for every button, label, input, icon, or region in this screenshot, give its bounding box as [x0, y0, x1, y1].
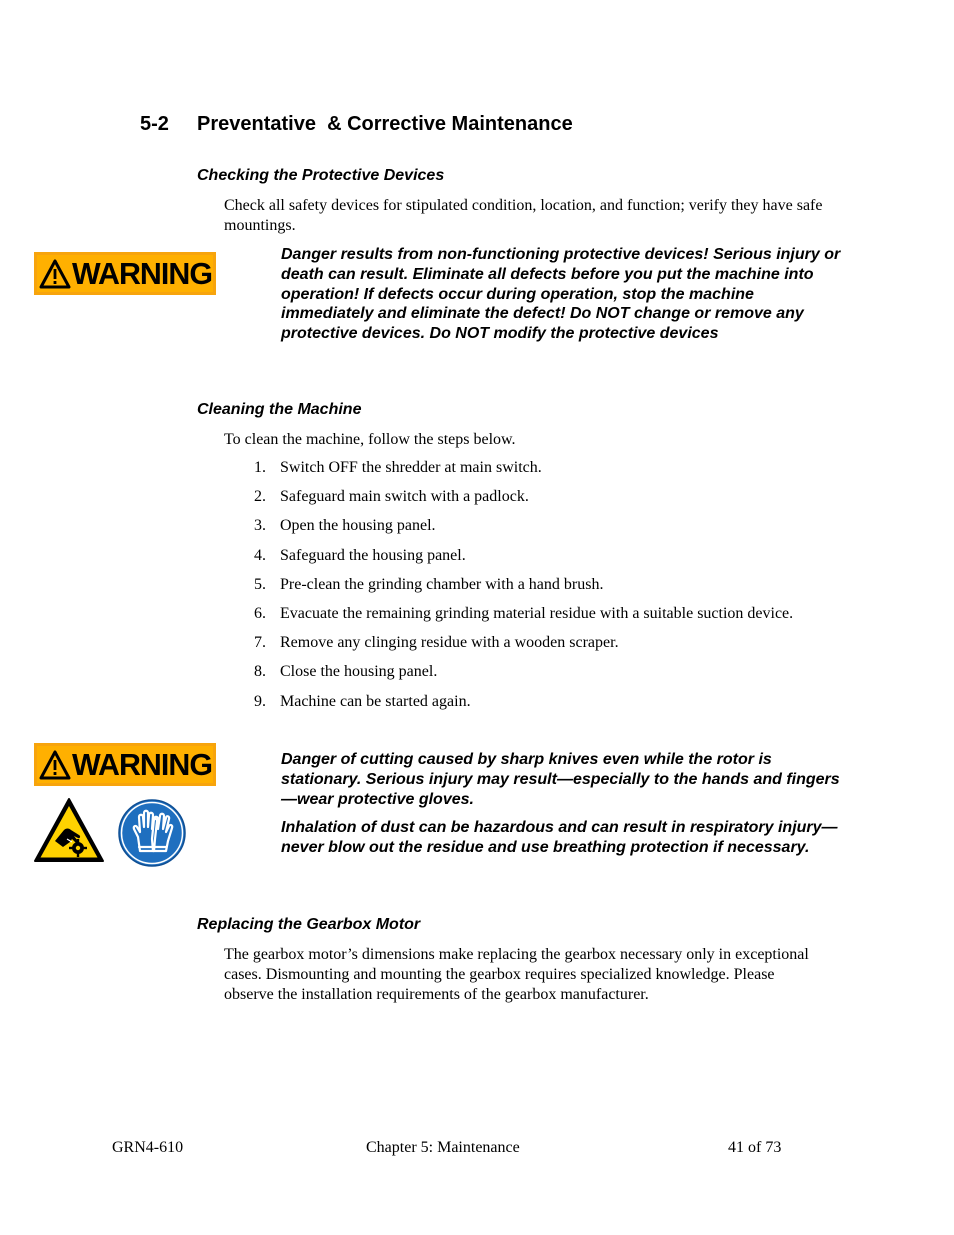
step-text: Switch OFF the shredder at main switch.	[280, 459, 542, 476]
gearbox-body: The gearbox motor’s dimensions make replacing the gearbox necessary only in exceptional cases. Dismounting and mounting the gearbox requires specialized knowledge. Please observe the installation requirements of the gearbox manufacturer.	[224, 946, 809, 1003]
footer-page-number: 41 of 73	[728, 1139, 782, 1156]
gearbox-heading: Replacing the Gearbox Motor	[197, 916, 421, 933]
checking-heading: Checking the Protective Devices	[197, 167, 445, 184]
step-text: Safeguard main switch with a padlock.	[280, 488, 529, 506]
step-text: Evacuate the remaining grinding material residue with a suitable suction device.	[280, 604, 794, 622]
hand-cut-hazard-icon	[33, 797, 105, 863]
cleaning-intro: To clean the machine, follow the steps below.	[224, 431, 516, 448]
warning-label: WARNING	[72, 747, 212, 782]
step-number: 2.	[254, 488, 266, 506]
step-number: 9.	[254, 692, 266, 710]
step-text: Safeguard the housing panel.	[280, 546, 466, 564]
step-number: 8.	[254, 663, 266, 681]
step-number: 6.	[254, 604, 266, 622]
warning-sign-1	[34, 252, 216, 295]
step-text: Remove any clinging residue with a wooden scraper.	[280, 634, 619, 652]
list-item	[224, 692, 844, 721]
checking-body: Check all safety devices for stipulated condition, location, and function; verify they have safe mountings.	[224, 197, 823, 234]
step-number: 1.	[254, 459, 266, 476]
step-text: Close the housing panel.	[280, 663, 438, 681]
list-item	[224, 546, 844, 575]
list-item	[224, 487, 844, 516]
cleaning-warning-text-1: Danger of cutting caused by sharp knives even while the rotor is stationary. Serious injury may result—especially to the hands and fingers—wear protective gloves.	[281, 751, 840, 808]
section-heading	[140, 113, 573, 136]
list-item	[224, 516, 844, 545]
checking-warning-text: Danger results from non-functioning protective devices! Serious injury or death can result. Eliminate all defects before you put the machine into operation! If defects occur during operation, stop the machine immediately and eliminate the defect! Do NOT change or remove any protective devices. Do NOT modify the protective devices	[281, 246, 841, 343]
step-text: Open the housing panel.	[280, 517, 436, 535]
footer-doc-id: GRN4-610	[112, 1139, 184, 1156]
list-item	[224, 458, 844, 487]
step-text: Machine can be started again.	[280, 692, 471, 710]
warning-label: WARNING	[72, 256, 212, 291]
list-item	[224, 604, 844, 633]
section-number: 5-2	[140, 113, 169, 135]
cleaning-warning-text-2: Inhalation of dust can be hazardous and can result in respiratory injury—never blow out the residue and use breathing protection if necessary.	[281, 819, 838, 856]
cleaning-heading: Cleaning the Machine	[197, 401, 362, 418]
step-number: 7.	[254, 634, 266, 652]
list-item	[224, 633, 844, 662]
list-item	[224, 575, 844, 604]
footer-chapter: Chapter 5: Maintenance	[366, 1139, 520, 1156]
warning-sign-2	[34, 743, 216, 786]
step-text: Pre-clean the grinding chamber with a hand brush.	[280, 575, 604, 593]
list-item	[224, 662, 844, 691]
cleaning-steps-list	[224, 458, 844, 721]
step-number: 3.	[254, 517, 266, 535]
step-number: 4.	[254, 546, 266, 564]
section-title: Preventative & Corrective Maintenance	[197, 113, 573, 135]
wear-gloves-icon	[118, 799, 186, 867]
step-number: 5.	[254, 575, 266, 593]
